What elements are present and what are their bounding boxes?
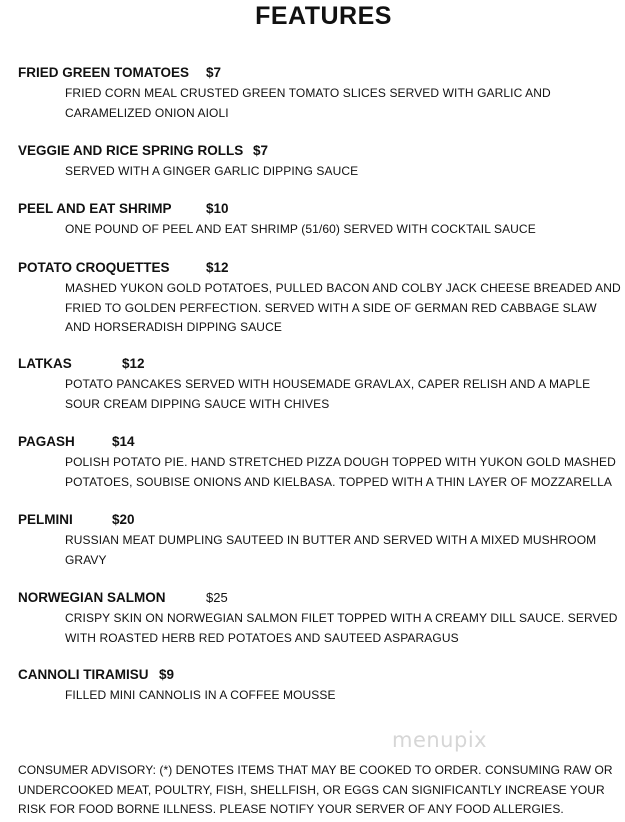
menu-item-price: $9 xyxy=(159,667,175,682)
menu-item xyxy=(18,143,618,182)
menu-item-header xyxy=(18,201,618,219)
menu-item-description: FILLED MINI CANNOLIS IN A COFFEE MOUSSE xyxy=(65,688,336,702)
menu-item-header xyxy=(18,65,618,83)
menu-item-name: CANNOLI TIRAMISU xyxy=(18,667,149,682)
menu-item-name: FRIED GREEN TOMATOES xyxy=(18,65,190,80)
consumer-advisory: CONSUMER ADVISORY: (*) DENOTES ITEMS THAT MAY BE COOKED TO ORDER. CONSUMING RAW OR UNDERCOOKED MEAT, POULTRY, FISH, SHELLFISH, OR EGGS CAN SIGNIFICANTLY INCREASE YOUR RISK FOR FOOD BORNE ILLNESS. PLEASE NOTIFY YOUR SERVER OF ANY FOOD ALLERGIES. xyxy=(18,763,613,816)
menu-item-description: ONE POUND OF PEEL AND EAT SHRIMP (51/60) SERVED WITH COCKTAIL SAUCE xyxy=(65,222,536,236)
menu-item-header xyxy=(18,356,618,374)
menu-item xyxy=(18,260,621,338)
menu-item-price: $12 xyxy=(206,260,229,275)
menu-item-description: POLISH POTATO PIE. HAND STRETCHED PIZZA DOUGH TOPPED WITH YUKON GOLD MASHED POTATOES, SOUBISE ONIONS AND KIELBASA. TOPPED WITH A THIN LAYER OF MOZZARELLA xyxy=(65,455,616,489)
menu-item-description: POTATO PANCAKES SERVED WITH HOUSEMADE GRAVLAX, CAPER RELISH AND A MAPLE SOUR CREAM DIPPING SAUCE WITH CHIVES xyxy=(65,377,591,411)
menu-item xyxy=(18,512,618,570)
menu-item-price: $20 xyxy=(112,512,135,527)
page-title: FEATURES xyxy=(255,2,392,30)
menu-item-header xyxy=(18,512,618,530)
menu-item xyxy=(18,667,618,706)
menu-item-header xyxy=(18,143,618,161)
menu-item-name: POTATO CROQUETTES xyxy=(18,260,170,275)
menu-item-name: PELMINI xyxy=(18,512,73,527)
menu-item-name: LATKAS xyxy=(18,356,72,371)
menu-item-price: $12 xyxy=(122,356,145,371)
menu-item-header xyxy=(18,260,618,278)
menu-item-description: SERVED WITH A GINGER GARLIC DIPPING SAUCE xyxy=(65,164,359,178)
watermark-logo: menupix xyxy=(392,728,488,752)
menu-item-description: MASHED YUKON GOLD POTATOES, PULLED BACON AND COLBY JACK CHEESE BREADED AND FRIED TO GOLDEN PERFECTION. SERVED WITH A SIDE OF GERMAN RED CABBAGE SLAW AND HORSERADISH DIPPING SAUCE xyxy=(65,281,621,334)
menu-item-description: RUSSIAN MEAT DUMPLING SAUTEED IN BUTTER AND SERVED WITH A MIXED MUSHROOM GRAVY xyxy=(65,533,597,567)
menu-item xyxy=(18,201,618,240)
menu-item-header xyxy=(18,434,618,452)
menu-item-name: NORWEGIAN SALMON xyxy=(18,590,166,605)
menu-item xyxy=(18,356,618,414)
menu-item-price: $14 xyxy=(112,434,135,449)
menu-item-description: FRIED CORN MEAL CRUSTED GREEN TOMATO SLICES SERVED WITH GARLIC AND CARAMELIZED ONION AIOLI xyxy=(65,86,551,120)
menu-item-description: CRISPY SKIN ON NORWEGIAN SALMON FILET TOPPED WITH A CREAMY DILL SAUCE. SERVED WITH ROASTED HERB RED POTATOES AND SAUTEED ASPARAGUS xyxy=(65,611,618,645)
menu-item xyxy=(18,590,618,648)
menu-item-price: $7 xyxy=(206,65,222,80)
menu-item-header xyxy=(18,590,618,608)
menu-item-price: $7 xyxy=(253,143,269,158)
menu-item-name: PAGASH xyxy=(18,434,75,449)
menu-item-name: PEEL AND EAT SHRIMP xyxy=(18,201,172,216)
menu-item-header xyxy=(18,667,618,685)
menu-item-price: $10 xyxy=(206,201,229,216)
menu-item-price: $25 xyxy=(206,590,228,605)
menu-item xyxy=(18,434,618,492)
menu-item-name: VEGGIE AND RICE SPRING ROLLS xyxy=(18,143,244,158)
menu-item xyxy=(18,65,618,123)
